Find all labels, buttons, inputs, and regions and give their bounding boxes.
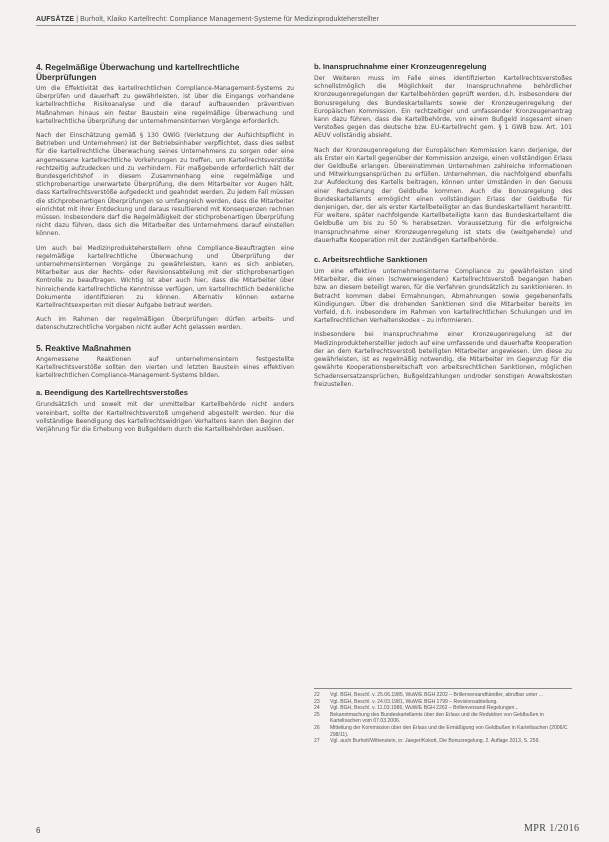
header-authors-title: | Burholt, Klaiko Kartellrecht: Compliance Management-Systeme für Medizinprodukteherstellter (76, 16, 380, 23)
footnotes (314, 688, 572, 745)
footnote-text: Mitteilung der Kommission über den Erlass und die Ermäßigung von Geldbußen in Kartellsachen (2006/C 298/11). (330, 724, 568, 738)
paragraph: Nach der Kronzeugenregelung der Europäischen Kommission kann derjenige, der als Erster ein Kartell gegenüber der Kommission anzeige, einen vollständigen Erlass der Geldbuße erlangen. Übereinstimmen Unternehmen zahlreiche Informationen und Mitwirkungsansprüchen zu erfüllen. Unternehmen, die nachfolgend ebenfalls zur Aufdeckung des Kartells beitragen, können unter Umständen in den Genuss einer Reduzierung der Geldbuße kommen. Auch die Bonusregelung des Bundeskartellamts ermöglicht einen vollständigen Erlass der Geldbuße für denjenigen, der, der als erster Kartellbeteiligter an das Bundeskartellamt herantritt. Für weitere, später nachfolgende Kartellbeteiligte kann das Bundeskartellamt die Geldbuße um bis zu 50 % herabsetzen. Voraussetzung für die erfolgreiche Inanspruchnahme einer Kronzeugenregelung ist stets die (weitgehende) und dauerhafte Kooperation mit der zuständigen Kartellbehörde. (314, 146, 572, 244)
footnote-text: Vgl. BGH, Beschl. v. 11.03.1986, WuW/E BGH 2262 – Brillenversand Regelungen... (330, 705, 519, 712)
paragraph: Um eine effektive unternehmensinterne Compliance zu gewährleisten sind Mitarbeiter, die einen (schwerwiegenden) Kartellrechtsverstoß begangen haben bzw. an diesem beteiligt waren, für die Verfahren grundsätzlich zu sanktionieren. In Betracht kommen dabei Ermahnungen, Abmahnungen sowie gegebenenfalls Kündigungen. Über die drohenden Sanktionen sind die Mitarbeiter bereits im Vorfeld, d.h. insbesondere im Rahmen von kartellrechtlichen Schulungen und im Kartellrechtlichen Verhaltenskodex – zu informieren. (314, 268, 572, 325)
paragraph: Um die Effektivität des kartellrechtlichen Compliance-Management-Systems zu überprüfen und dauerhaft zu gewährleisten, ist über die Eingangs vorhandene kartellrechtliche Risikoanalyse und die darauf aufbauenden präventiven Maßnahmen hinaus ein fester Baustein eine regelmäßige Überwachung und kartellrechtliche Überprüfung der unternehmensinternen Vorgänge erforderlich. (36, 85, 294, 125)
footnote-text: Bekanntmachung des Bundeskartellamts über den Erlass und die Reduktion von Geldbußen in Kartellsachen vom 07.03.2006. (330, 711, 544, 725)
footnote-number: 23 (314, 698, 320, 705)
paragraph: Angemessene Reaktionen auf unternehmensintern festgestellte Kartellrechtsverstöße sollten den vierten und letzten Baustein eines effektiven kartellrechtlichen Compliance-Management-Systems bilden. (36, 355, 294, 380)
header-section: AUFSÄTZE (36, 16, 75, 23)
footnote-text: Vgl. auch Burholt/Wittenstein, in: Jaeger/Kokott, Die Bonusregelung, 2. Auflage 2013, S. 259. (330, 738, 540, 745)
footnote (314, 705, 572, 712)
footnote-text: Vgl. BGH, Beschl. v. 25.06.1985, WuW/E BGH 2202 – Brillenversandhändler, abrufbar unter ... (330, 692, 544, 698)
footnote (314, 738, 572, 745)
footnote (314, 699, 572, 706)
footnote-number: 24 (314, 705, 320, 712)
footnote-text: Vgl. BGH, Beschl. v. 24.03.1981, WuW/E BGH 1799 – Revisionsabteilung. (330, 698, 498, 705)
running-header (36, 16, 576, 26)
section5a-heading: a. Beendigung des Kartellrechtsverstoßes (36, 388, 188, 398)
magazine-issue: MPR 1/2016 (524, 823, 580, 834)
paragraph: Nach der Einschätzung gemäß § 130 OWiG (Verletzung der Aufsichtspflicht in Betrieben und Unternehmen) ist der Betriebsinhaber verpflichtet, dass dies selbst für die kartellrechtliche Überwachung seines Unternehmens zu sorgen oder eine angemessene kartellrechtliche Vorkehrungen zu treffen, um Kartellrechtsverstöße rechtzeitig aufzudecken und zu verhindern. Für maßgebende erforderlich hält der Bundesgerichtshof in diesem Zusammenhang eine regelmäßige und stichprobenartige unerwartete Überprüfung, die dem Mitarbeiter vor Augen hält, dass Kartellrechtsverstöße aufgedeckt und geahndet werden. Zu jedem Fall müssen die stichprobenartigen Überprüfungen so umfangreich werden, dass die Mitarbeiter einrichtet mit ihrer Entdeckung und daraus resultierend mit Konsequenzen rechnen müssen. Insbesondere darf die Regelmäßigkeit der stichprobenartigen Überprüfung nicht dazu führen, dass sich die Mitarbeiter des Unternehmens darauf einstellen können. (36, 132, 294, 238)
footnote-number: 27 (314, 738, 320, 745)
paragraph: Um auch bei Medizinprodukteherstellern ohne Compliance-Beauftragten eine regelmäßige kartellrechtliche Überwachung und Überprüfung der unternehmensinternen Vorgänge zu gewährleisten, kann es sich anbieten, Mitarbeiter aus der Rechts- oder Revisionsabteilung mit der stichprobenartigen Kontrolle zu beauftragen. Wichtig ist aber auch hier, dass die Mitarbeiter über hinreichende kartellrechtliche Kenntnisse verfügen, um kartellrechtlich bedenkliche Dokumente identifizieren zu können. Alternativ können externe Kartellrechtsexperten mit dieser Aufgabe betraut werden. (36, 244, 294, 310)
section5-heading: 5. Reaktive Maßnahmen (36, 342, 131, 353)
section-c-heading: c. Arbeitsrechtliche Sanktionen (314, 255, 428, 265)
footnote-number: 26 (314, 724, 320, 731)
paragraph: Der Weiteren muss im Falle eines identifizierten Kartellrechtsverstoßes schnellstmöglich die Möglichkeit der Inanspruchnahme behördlicher Kronzeugenregelungen der Kartellbehörden geprüft werden, d.h. insbesondere der Bonusregelung des Bundeskartellamts sowie der Kronzeugenregelung der Europäischen Kommission. Ein rechtzeitiger und umfassender Kronzeugenantrag kann dazu führen, dass die Kartellbehörde, von einem Bußgeld insgesamt einen Verstoßes gegen das deutsche bzw. EU-Kartellrecht gem. § 1 GWB bzw. Art. 101 AEUV vollständig absieht. (314, 75, 572, 140)
left-column (36, 62, 294, 440)
right-column (314, 62, 572, 395)
page-number: 6 (36, 826, 41, 835)
footnote (314, 725, 572, 738)
footnote (314, 692, 572, 699)
footnote-number: 25 (314, 711, 320, 718)
paragraph: Insbesondere bei Inanspruchnahme einer Kronzeugenregelung ist der Medizinprodukteherstelller jedoch auf eine umfassende und dauerhafte Kooperation der an dem Kartellrechtsverstoß beteiligten Mitarbeiter angewiesen. Um diese zu gewährleisten, ist es regelmäßig notwendig, die Mitarbeiter im Gegenzug für die gewährte Kooperationsbereitschaft von arbeitsrechtlichen Sanktionen, möglichen Schadensersatzansprüchen, Bußgeldzahlungen und/oder sonstigen Anwaltskosten freizustellen. (314, 331, 572, 388)
paragraph: Grundsätzlich und soweit mit der unmittelbar Kartellbehörde nicht anders vereinbart, sollte der Kartellrechtsverstoß umgehend abgestellt werden. Nur die vollständige Beendigung des kartellrechtswidrigen Verhaltens kann den Beginn der Verjährung für die Erhebung von Bußgeldern durch die Kartellbehörden auslösen. (36, 401, 294, 433)
footnote (314, 712, 572, 725)
paragraph: Auch im Rahmen der regelmäßigen Überprüfungen dürfen arbeits- und datenschutzrechtliche Vorgaben nicht außer Acht gelassen werden. (36, 316, 294, 332)
section-b-heading: b. Inanspruchnahme einer Kronzeugenregelung (314, 62, 487, 71)
section4-heading: 4. Regelmäßige Überwachung und kartellrechtliche Überprüfungen (36, 62, 240, 82)
footnote-number: 22 (314, 692, 320, 698)
